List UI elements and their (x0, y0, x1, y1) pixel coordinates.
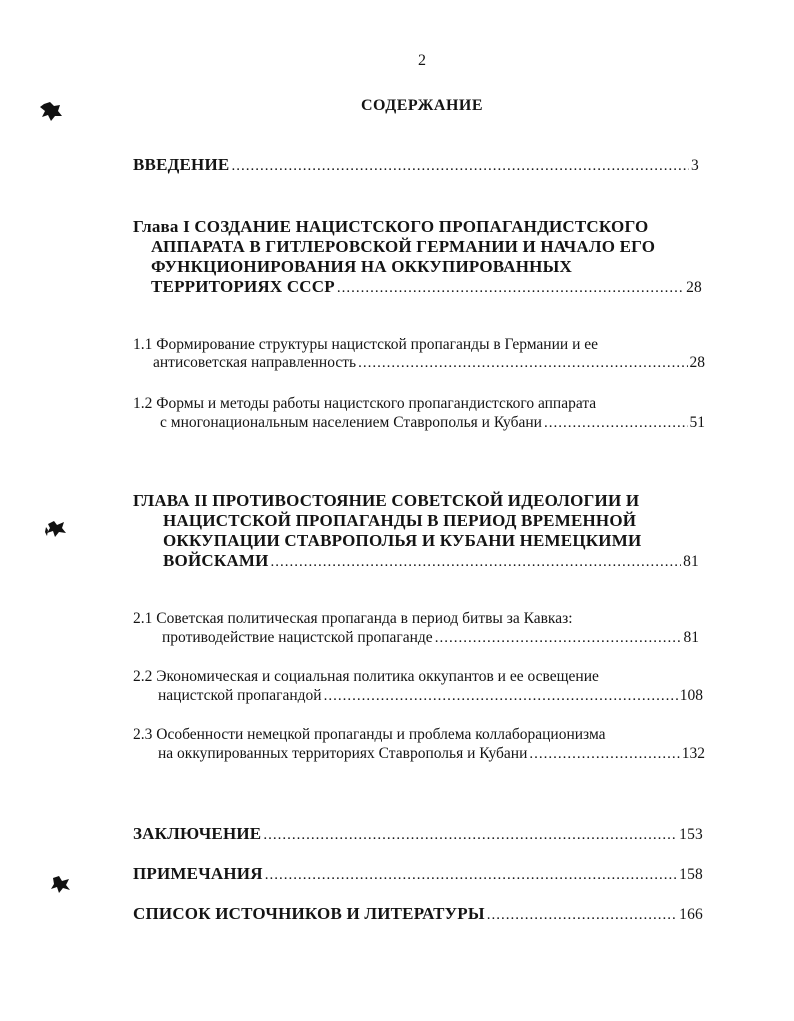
chapter1-title-line: АППАРАТА В ГИТЛЕРОВСКОЙ ГЕРМАНИИ И НАЧАЛО ЕГО (151, 237, 656, 256)
toc-entry-chapter2[interactable] (163, 552, 699, 570)
toc-entry-page: 28 (689, 354, 705, 371)
section-2-1-line: 2.1 Советская политическая пропаганда в период битвы за Кавказ: (133, 610, 573, 627)
toc-entry-title: на оккупированных территориях Ставрополья и Кубани (158, 745, 528, 762)
dot-leader (271, 555, 682, 570)
chapter2-title-line: ГЛАВА II ПРОТИВОСТОЯНИЕ СОВЕТСКОЙ ИДЕОЛОГИИ И (133, 491, 640, 510)
toc-entry-page: 132 (681, 745, 705, 762)
dot-leader (337, 281, 684, 296)
page-number: 2 (418, 52, 426, 69)
toc-entry-page: 158 (679, 866, 703, 883)
page-title: СОДЕРЖАНИЕ (360, 97, 484, 114)
toc-entry-title: СПИСОК ИСТОЧНИКОВ И ЛИТЕРАТУРЫ (133, 904, 485, 923)
toc-entry-page: 28 (686, 279, 702, 296)
chapter1-title-line: Глава I СОЗДАНИЕ НАЦИСТСКОГО ПРОПАГАНДИСТСКОГО (133, 217, 649, 236)
toc-entry-page: 153 (679, 826, 703, 843)
chapter1-title-line: ФУНКЦИОНИРОВАНИЯ НА ОККУПИРОВАННЫХ (151, 257, 572, 276)
toc-entry-page: 51 (689, 414, 705, 431)
toc-entry-title: антисоветская направленность (153, 354, 357, 371)
dot-leader (487, 908, 677, 923)
toc-entry-section-1-1[interactable] (153, 355, 705, 371)
section-1-2-line: 1.2 Формы и методы работы нацистского пропагандистского аппарата (133, 395, 597, 412)
dot-leader (529, 747, 679, 762)
toc-entry-introduction[interactable] (133, 156, 699, 174)
section-2-3-line: 2.3 Особенности немецкой пропаганды и проблема коллаборационизма (133, 726, 606, 743)
toc-entry-title: противодействие нацистской пропаганде (162, 629, 433, 646)
toc-entry-page: 3 (691, 157, 699, 174)
chapter2-title-line: ОККУПАЦИИ СТАВРОПОЛЬЯ И КУБАНИ НЕМЕЦКИМИ (163, 531, 642, 550)
toc-entry-title: ТЕРРИТОРИЯХ СССР (151, 277, 335, 296)
scan-blot-bottom (48, 873, 72, 895)
toc-entry-title: ВОЙСКАМИ (163, 551, 269, 570)
toc-entry-conclusion[interactable] (133, 825, 703, 843)
toc-entry-chapter1[interactable] (151, 278, 702, 296)
dot-leader (544, 416, 688, 431)
toc-entry-section-2-3[interactable] (158, 746, 705, 762)
section-1-1-line: 1.1 Формирование структуры нацистской пропаганды в Германии и ее (133, 336, 598, 353)
toc-entry-page: 81 (683, 553, 699, 570)
toc-entry-section-1-2[interactable] (160, 415, 705, 431)
toc-entry-title: ВВЕДЕНИЕ (133, 155, 230, 174)
toc-entry-title: ЗАКЛЮЧЕНИЕ (133, 824, 262, 843)
chapter2-title-line: НАЦИСТСКОЙ ПРОПАГАНДЫ В ПЕРИОД ВРЕМЕННОЙ (163, 511, 637, 530)
toc-entry-title: нацистской пропагандой (158, 687, 322, 704)
dot-leader (263, 828, 677, 843)
toc-entry-section-2-2[interactable] (158, 688, 703, 704)
dot-leader (358, 356, 687, 371)
section-2-2-line: 2.2 Экономическая и социальная политика оккупантов и ее освещение (133, 668, 599, 685)
toc-entry-page: 166 (679, 906, 703, 923)
toc-entry-page: 108 (679, 687, 703, 704)
dot-leader (265, 868, 677, 883)
toc-entry-title: ПРИМЕЧАНИЯ (133, 864, 263, 883)
toc-entry-title: с многонациональным населением Ставрополья и Кубани (160, 414, 542, 431)
toc-entry-bibliography[interactable] (133, 905, 703, 923)
dot-leader (231, 159, 689, 174)
scan-blot-middle (44, 518, 68, 540)
toc-entry-notes[interactable] (133, 865, 703, 883)
toc-entry-section-2-1[interactable] (162, 630, 699, 646)
toc-entry-page: 81 (683, 629, 699, 646)
dot-leader (324, 689, 678, 704)
dot-leader (435, 631, 682, 646)
